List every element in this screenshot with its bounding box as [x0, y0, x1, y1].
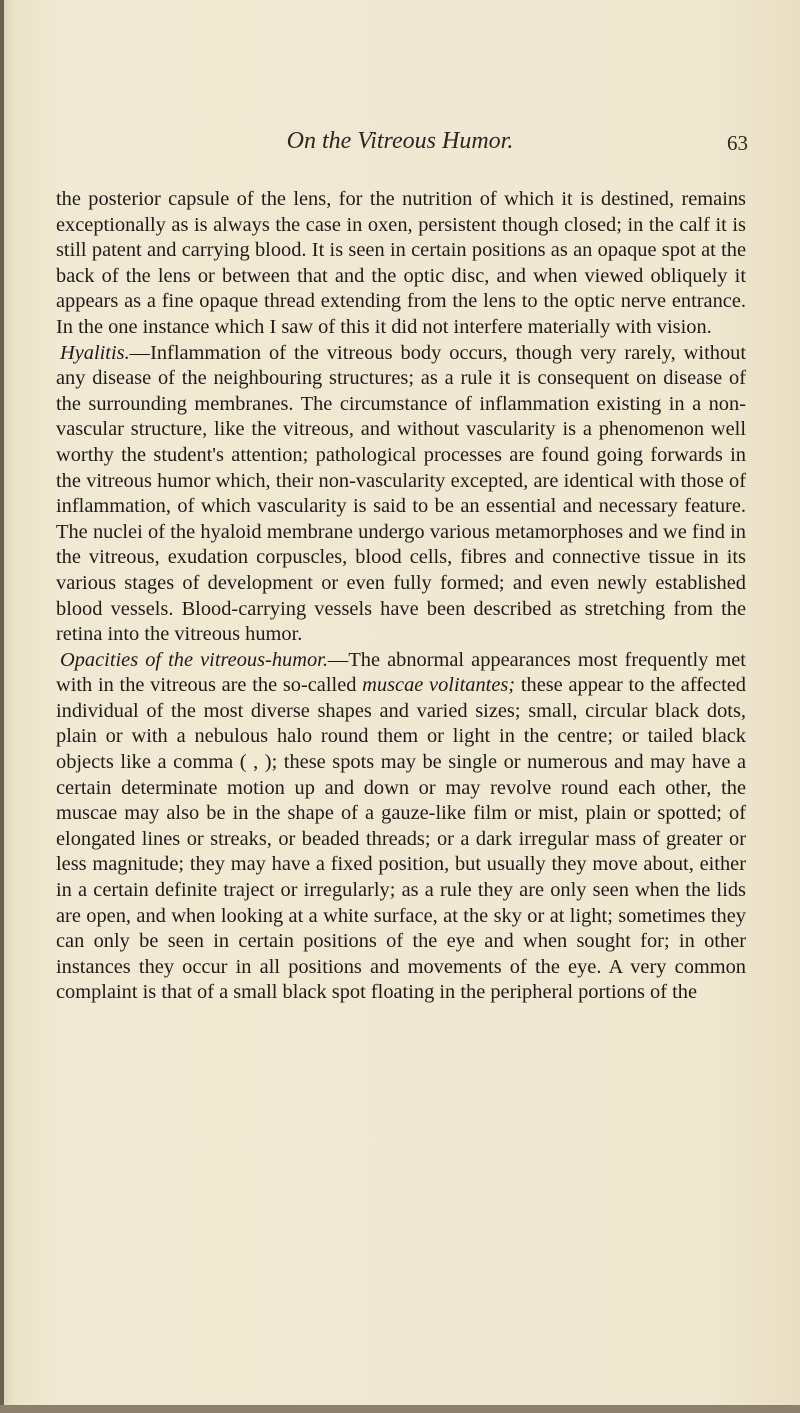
paragraph-text: the posterior capsule of the lens, for the nutrition of which it is destined, remains exceptionally as is always the case in oxen, persistent though closed; in the calf it is still patent and carrying blood. It is seen in certain positions as an opaque spot at the back of the lens or between that and the optic disc, and when viewed obliquely it appears as a fine opaque thread extending from the lens to the optic nerve entrance. In the one instance which I saw of this it did not interfere materially with vision. [56, 188, 746, 338]
page-number: 63 [727, 131, 748, 155]
paragraph-hyalitis [56, 341, 746, 648]
body-text [56, 187, 746, 1006]
paragraph-continuation [56, 187, 746, 341]
section-lead-opacities: Opacities of the vitreous-humor. [60, 648, 328, 671]
paragraph-text: —Inflammation of the vitreous body occurs, though very rarely, without any disease of the neighbouring structures; as a rule it is consequent on disease of the surrounding membranes. The circumstance of inflammation existing in a non-vascular structure, like the vitreous, and without vascularity is a phenomenon well worthy the student's attention; pathological processes are found going forwards in the vitreous humor which, their non-vascularity excepted, are identical with those of inflammation, of which vascularity is said to be an essential and necessary feature. The nuclei of the hyaloid membrane undergo various metamorphoses and we find in the vitreous, exudation corpuscles, blood cells, fibres and connective tissue in its various stages of development or even fully formed; and even newly established blood vessels. Blood-carrying vessels have been described as stretching from the retina into the vitreous humor. [56, 341, 746, 646]
italic-term: muscae volitantes; [362, 674, 516, 697]
paragraph-opacities [56, 648, 746, 1006]
page-bottom-edge [0, 1405, 800, 1413]
paragraph-text-intro: —The abnormal appearances most frequently met with in the vitreous are the so-called [56, 648, 746, 697]
page-binding-edge [0, 0, 4, 1413]
section-lead-hyalitis: Hyalitis. [60, 341, 130, 364]
running-title: On the Vitreous Humor. [286, 128, 514, 154]
running-head [0, 128, 800, 168]
paragraph-text: these appear to the affected individual of the most diverse shapes and varied sizes; small, circular black dots, plain or with a nebulous halo round them or light in the centre; or tailed black objects like a comma ( , ); these spots may be single or numerous and may have a certain determinate motion up and down or may revolve round each other, the muscae may also be in the shape of a gauze-like film or mist, plain or spotted; of elongated lines or streaks, or beaded threads; or a dark irregular mass of greater or less magnitude; they may have a fixed position, but usually they move about, either in a certain definite traject or irregularly; as a rule they are only seen when the lids are open, and when looking at a white surface, at the sky or at light; sometimes they can only be seen in certain positions of the eye and when sought for; in other instances they occur in all positions and movements of the eye. A very common complaint is that of a small black spot floating in the peripheral portions of the [56, 674, 746, 1004]
